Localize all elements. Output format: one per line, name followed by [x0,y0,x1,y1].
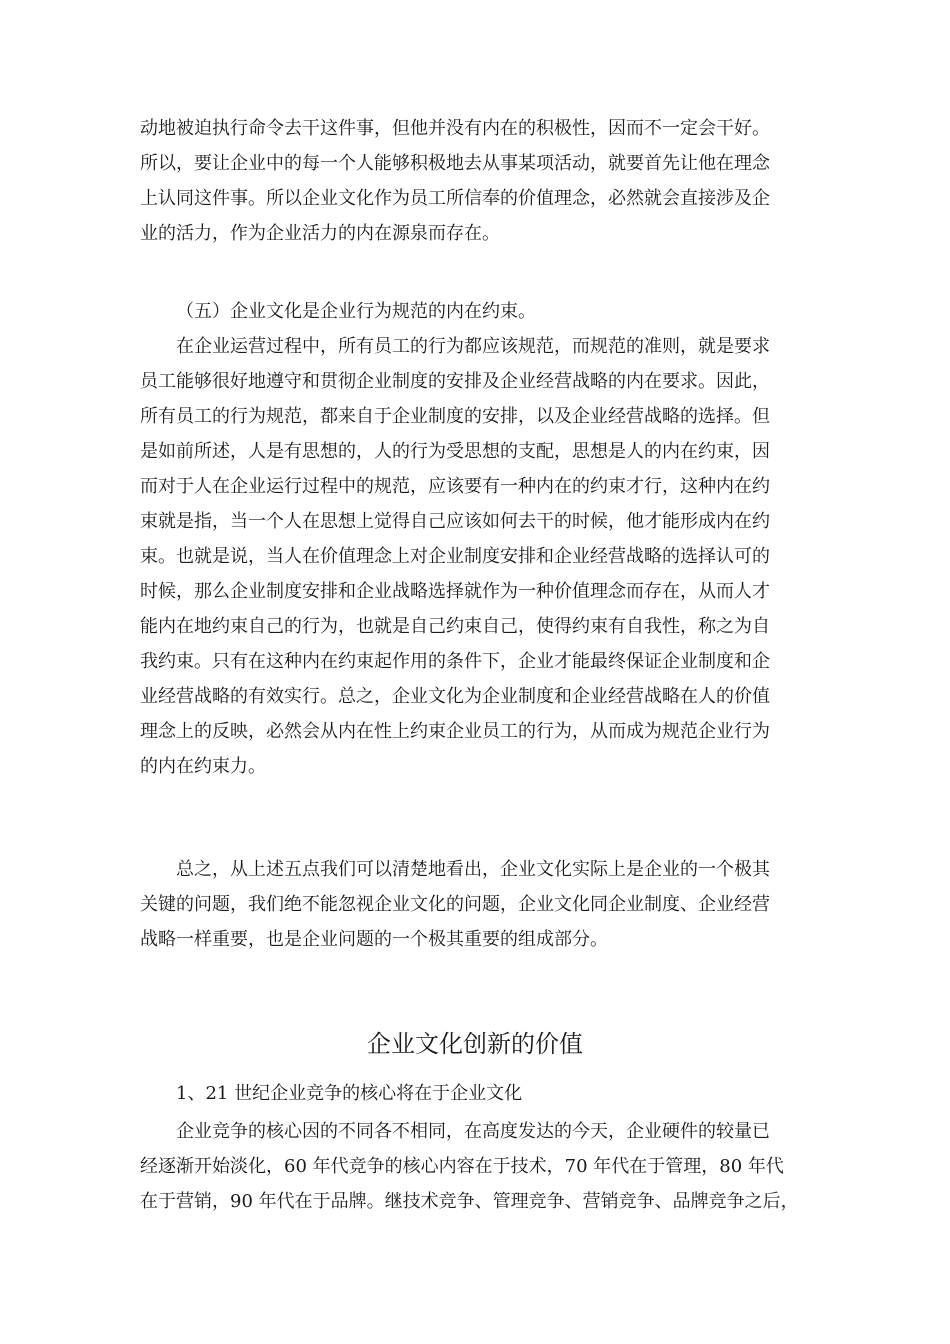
text-line: 在企业运营过程中，所有员工的行为都应该规范，而规范的准则，就是要求 [176,336,770,357]
text-line: 战略一样重要，也是企业问题的一个极其重要的组成部分。 [140,929,608,950]
text-line: 在于营销，90 年代在于品牌。继技术竞争、管理竞争、营销竞争、品牌竞争之后， [140,1191,799,1212]
text-line: 经逐渐开始淡化，60 年代竞争的核心内容在于技术，70 年代在于管理，80 年代 [140,1156,784,1177]
text-line: 动地被迫执行命令去干这件事，但他并没有内在的积极性，因而不一定会干好。 [140,118,770,139]
text-line: 时候，那么企业制度安排和企业战略选择就作为一种价值理念而存在，从而人才 [140,581,770,602]
text-line: 业的活力，作为企业活力的内在源泉而存在。 [140,223,500,244]
text-line: 业经营战略的有效实行。总之，企业文化为企业制度和企业经营战略在人的价值 [140,686,770,707]
text-line: 总之，从上述五点我们可以清楚地看出，企业文化实际上是企业的一个极其 [176,859,770,880]
text-line: 的内在约束力。 [140,756,266,777]
text-line: 是如前所述，人是有思想的，人的行为受思想的支配，思想是人的内在约束，因 [140,441,770,462]
text-line: 员工能够很好地遵守和贯彻企业制度的安排及企业经营战略的内在要求。因此， [140,371,770,392]
section-5-title: （五）企业文化是企业行为规范的内在约束。 [176,301,536,322]
section-heading: 企业文化创新的价值 [367,1030,583,1058]
text-line: 所有员工的行为规范，都来自于企业制度的安排，以及企业经营战略的选择。但 [140,406,770,427]
text-line: 理念上的反映，必然会从内在性上约束企业员工的行为，从而成为规范企业行为 [140,721,770,742]
text-line: 上认同这件事。所以企业文化作为员工所信奉的价值理念，必然就会直接涉及企 [140,188,770,209]
text-line: 关键的问题，我们绝不能忽视企业文化的问题，企业文化同企业制度、企业经营 [140,894,770,915]
text-line: 我约束。只有在这种内在约束起作用的条件下，企业才能最终保证企业制度和企 [140,651,770,672]
text-line: 而对于人在企业运行过程中的规范，应该要有一种内在的约束才行，这种内在约 [140,476,770,497]
subsection-title: 1、21 世纪企业竞争的核心将在于企业文化 [176,1083,523,1104]
text-line: 企业竞争的核心因的不同各不相同，在高度发达的今天，企业硬件的较量已 [176,1121,770,1142]
text-line: 束。也就是说，当人在价值理念上对企业制度安排和企业经营战略的选择认可的 [140,546,770,567]
text-line: 束就是指，当一个人在思想上觉得自己应该如何去干的时候，他才能形成内在约 [140,511,770,532]
text-line: 所以，要让企业中的每一个人能够积极地去从事某项活动，就要首先让他在理念 [140,153,770,174]
text-line: 能内在地约束自己的行为，也就是自己约束自己，使得约束有自我性，称之为自 [140,616,770,637]
